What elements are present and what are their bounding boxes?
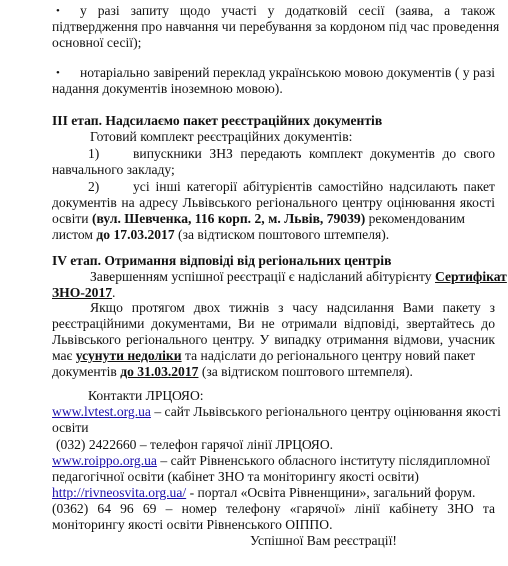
stage3-item2-text: усі інші категорії абітурієнтів самостійно надсилають пакет	[133, 179, 495, 194]
stage4-p2-text: має усунути недоліки та надіслати до регіонального центру новий пакет	[52, 348, 476, 363]
rivneosvita-link[interactable]: http://rivneosvita.org.ua/	[52, 485, 187, 500]
stage4-p2-text: Якщо протягом двох тижнів з часу надсилання Вами пакету з	[90, 300, 495, 315]
lvtest-link[interactable]: www.lvtest.org.ua	[52, 404, 151, 419]
stage3-address-line: освіти (вул. Шевченка, 116 корп. 2, м. Львів, 79039) рекомендованим	[52, 211, 465, 226]
stage4-p1-line2: ЗНО-2017.	[52, 285, 116, 300]
stage3-item2-num: 2)	[88, 179, 100, 194]
contacts-heading: Контакти ЛРЦОЯО:	[88, 388, 204, 403]
contact-rivneosvita: http://rivneosvita.org.ua/ - портал «Освіта Рівненщини», загальний форум.	[52, 485, 476, 500]
stage3-item1-text: навчального закладу;	[52, 162, 175, 177]
contact-roippo: www.roippo.org.ua – сайт Рівненського обласного інституту післядипломної	[52, 453, 491, 468]
contact-rivne-phone: (0362) 64 96 69 – номер телефону «гарячої» лінії кабінету ЗНО та	[52, 501, 495, 516]
bullet-text: у разі запиту щодо участі у додатковій сесії (заява, а також	[80, 3, 495, 18]
stage4-title: IV етап. Отримання відповіді від регіональних центрів	[52, 253, 392, 268]
stage4-p2-text: Львівського регіонального центру. У випадку отримання відмови, учасник	[52, 332, 495, 347]
stage3-intro: Готовий комплект реєстраційних документів:	[90, 129, 353, 144]
bullet-icon: •	[56, 5, 60, 17]
stage3-item1-num: 1)	[88, 146, 100, 161]
contact-lvtest: освіти	[52, 420, 89, 435]
stage3-item1-text: випускники ЗНЗ передають комплект документів до свого	[133, 146, 495, 161]
stage3-item2-text: документів на адресу Львівського регіонального центру оцінювання якості	[52, 195, 495, 210]
contact-hotline: (032) 2422660 – телефон гарячої лінії ЛРЦОЯО.	[56, 437, 334, 452]
bullet-icon: •	[56, 67, 60, 79]
stage3-deadline-line: листом до 17.03.2017 (за відтиском поштового штемпеля).	[52, 227, 390, 242]
bullet-text: нотаріально завірений переклад українською мовою документів ( у разі	[80, 65, 495, 80]
contact-rivne-phone: моніторингу якості освіти Рівненського ОІППО.	[52, 517, 333, 532]
stage3-title: ІІІ етап. Надсилаємо пакет реєстраційних документів	[52, 113, 383, 128]
closing-text: Успішної Вам реєстрації!	[250, 533, 397, 548]
contact-roippo: педагогічної освіти (кабінет ЗНО та моніторингу якості освіти)	[52, 469, 419, 484]
bullet-text: підтвердження про навчання чи перебування за кордоном під час проведення	[52, 19, 500, 34]
roippo-link[interactable]: www.roippo.org.ua	[52, 453, 157, 468]
bullet-text: основної сесії);	[52, 35, 142, 50]
contact-lvtest: www.lvtest.org.ua – сайт Львівського регіонального центру оцінювання якості	[52, 404, 501, 419]
bullet-text: надання документів іноземною мовою).	[52, 81, 283, 96]
stage4-p2-text: реєстраційними документами, Ви не отримали відповіді, звертайтесь до	[52, 316, 495, 331]
stage4-p1-line1: Завершенням успішної реєстрації є надісланий абітурієнту Сертифікат	[90, 269, 507, 284]
stage4-p2-text: документів до 31.03.2017 (за відтиском поштового штемпеля).	[52, 364, 413, 379]
